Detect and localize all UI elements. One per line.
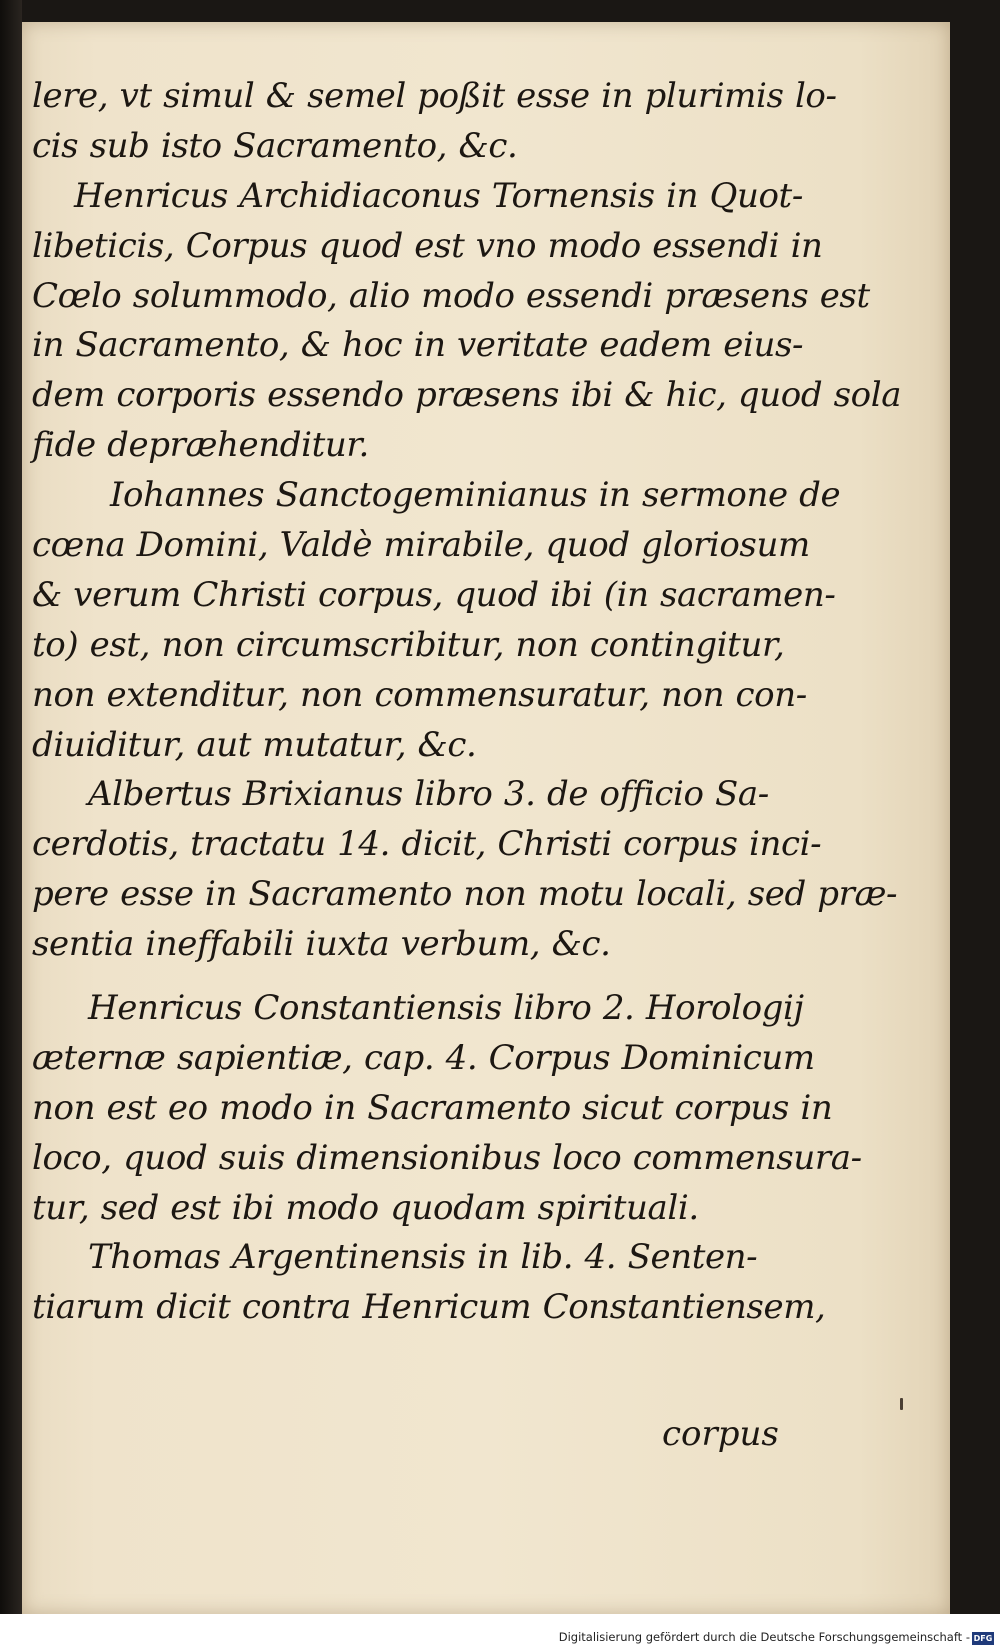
book-page xyxy=(22,22,950,1614)
text-line: fide depræhenditur. xyxy=(32,425,369,466)
paragraph-start-albertus: Albertus Brixianus libro 3. de officio Sa- xyxy=(88,774,769,815)
text-line: Cœlo solummodo, alio modo essendi præsens est xyxy=(32,275,870,316)
paragraph-gap xyxy=(32,970,822,984)
dfg-logo-icon: DFG xyxy=(973,1634,993,1643)
text-line: æternæ sapientiæ, cap. 4. Corpus Dominicum xyxy=(32,1037,815,1078)
text-line: to) est, non circumscribitur, non contingitur, xyxy=(32,624,785,665)
text-line: tiarum dicit contra Henricum Constantiensem, xyxy=(32,1287,826,1328)
paragraph-start-thomas: Thomas Argentinensis in lib. 4. Senten- xyxy=(88,1237,758,1278)
text-line: cis sub isto Sacramento, &c. xyxy=(32,125,518,166)
text-line: cœna Domini, Valdè mirabile, quod gloriosum xyxy=(32,525,810,566)
ink-mark xyxy=(900,1398,903,1410)
text-line: dem corporis essendo præsens ibi & hic, quod sola xyxy=(32,375,902,416)
paragraph-start-henricus-constantiensis: Henricus Constantiensis libro 2. Horologij xyxy=(88,988,804,1029)
text-line: non extenditur, non commensuratur, non con- xyxy=(32,674,807,715)
page-text xyxy=(32,72,902,1333)
scan-left-edge xyxy=(0,0,22,1650)
text-line: non est eo modo in Sacramento sicut corpus in xyxy=(32,1087,833,1128)
text-line: loco, quod suis dimensionibus loco commensura- xyxy=(32,1137,862,1178)
text-line: lere, vt simul & semel poßit esse in plurimis lo- xyxy=(32,76,837,116)
paragraph-start-henricus-archidiaconus: Henricus Archidiaconus Tornensis in Quot- xyxy=(74,175,803,216)
digitization-footer xyxy=(0,1614,1000,1650)
text-line: diuiditur, aut mutatur, &c. xyxy=(32,724,477,765)
text-line: tur, sed est ibi modo quodam spirituali. xyxy=(32,1187,699,1228)
text-line: cerdotis, tractatu 14. dicit, Christi corpus inci- xyxy=(32,824,822,865)
text-line: sentia ineffabili iuxta verbum, &c. xyxy=(32,924,611,965)
catchword: corpus xyxy=(662,1414,779,1454)
paragraph-start-iohannes: Iohannes Sanctogeminianus in sermone de xyxy=(110,475,841,516)
text-line: libeticis, Corpus quod est vno modo essendi in xyxy=(32,225,823,266)
text-line: in Sacramento, & hoc in veritate eadem eius- xyxy=(32,325,804,366)
text-line: & verum Christi corpus, quod ibi (in sacramen- xyxy=(32,574,836,615)
text-line: pere esse in Sacramento non motu locali, sed præ- xyxy=(32,874,898,915)
funding-credit: Digitalisierung gefördert durch die Deutsche Forschungsgemeinschaft - xyxy=(558,1630,970,1644)
